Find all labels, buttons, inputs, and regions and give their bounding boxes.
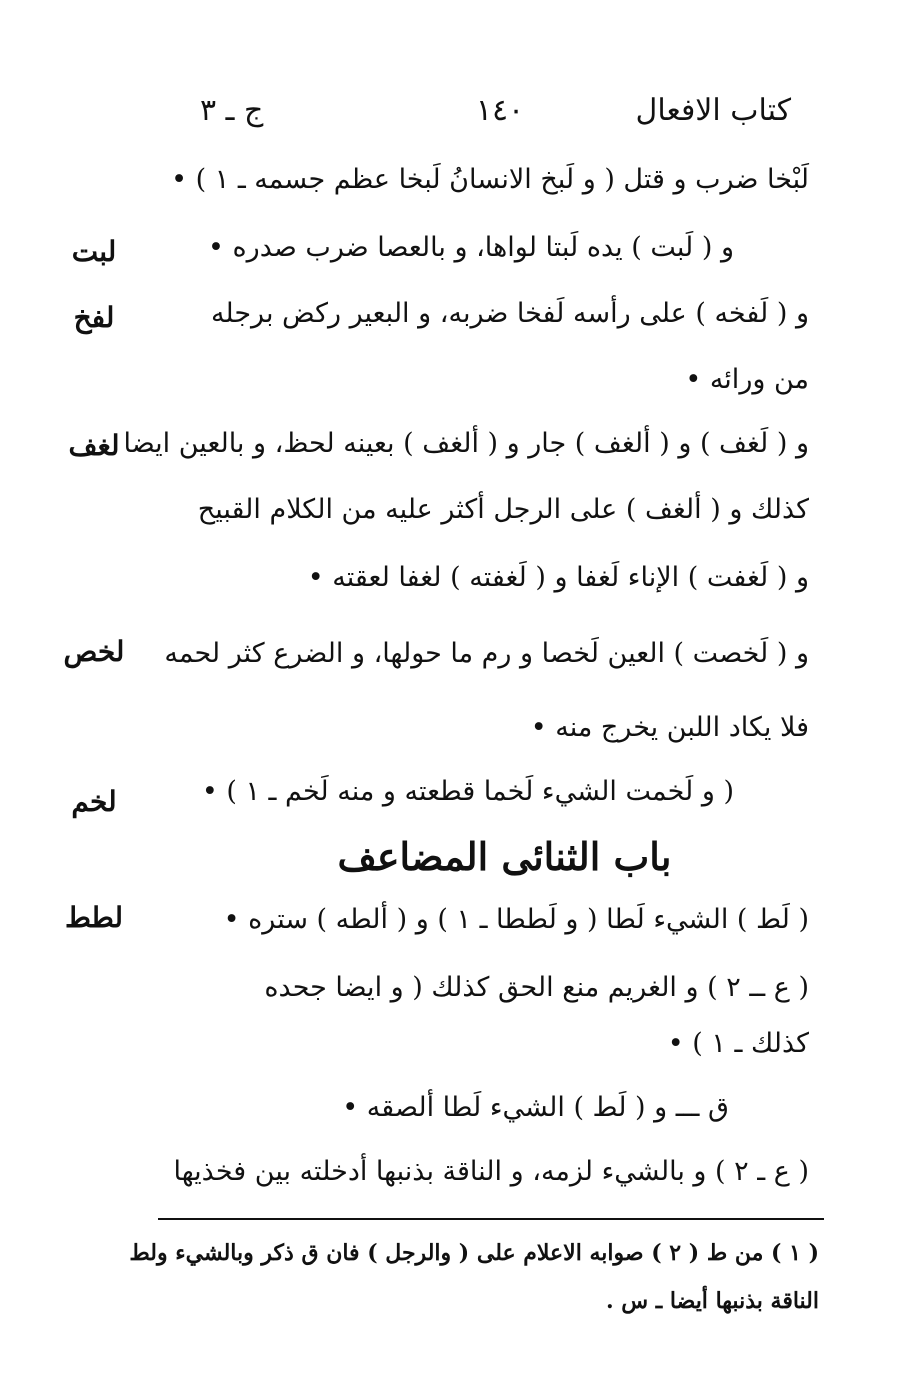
footnote-line: الناقة بذنبها أيضا ـ س . xyxy=(605,1288,819,1314)
text-line: و ( لَغف ) و ( ألغف ) جار و ( ألغف ) بعينه لحظ، و بالعين ايضا xyxy=(123,428,809,459)
margin-root-word: لبت xyxy=(71,235,117,268)
margin-root-word: لخم xyxy=(71,785,117,818)
book-title: كتاب الافعال xyxy=(635,93,791,128)
text-line: كذلك ـ ١ ) • xyxy=(667,1028,809,1059)
section-heading: باب الثنائى المضاعف xyxy=(337,834,672,879)
text-line: و ( لَفخه ) على رأسه لَفخا ضربه، و البعير ركض برجله xyxy=(210,298,809,329)
text-line: و ( لَغفت ) الإناء لَغفا و ( لَغفته ) لغفا لعقته • xyxy=(307,562,809,593)
text-line: و ( لَخصت ) العين لَخصا و رم ما حولها، و الضرع كثر لحمه xyxy=(164,638,809,669)
text-line: لَبْخا ضرب و قتل ( و لَبخ الانسانُ لَبخا عظم جسمه ـ ١ ) • xyxy=(171,164,809,195)
text-line: ( و لَخمت الشيء لَخما قطعته و منه لَخم ـ ١ ) • xyxy=(201,776,734,807)
text-line: من ورائه • xyxy=(685,364,809,395)
volume-label: ج ـ ٣ xyxy=(200,93,264,128)
footnote-line: ( ١ ) من ط ( ٢ ) صوابه الاعلام على ( والرجل ) فان ق ذكر وبالشيء ولط xyxy=(129,1240,819,1266)
text-line: و ( لَبت ) يده لَبتا لواها، و بالعصا ضرب صدره • xyxy=(208,232,734,263)
margin-root-word: لطط xyxy=(64,901,124,934)
margin-root-word: لخص xyxy=(63,635,125,668)
text-line: ق ـــ و ( لَط ) الشيء لَطا ألصقه • xyxy=(342,1092,729,1123)
text-line: ( ع ــ ٢ ) و الغريم منع الحق كذلك ( و ايضا جحده xyxy=(264,972,809,1003)
text-line: ( لَط ) الشيء لَطا ( و لَططا ـ ١ ) و ( ألطه ) ستره • xyxy=(223,904,809,935)
footnote-divider xyxy=(158,1218,824,1220)
text-line: كذلك و ( ألغف ) على الرجل أكثر عليه من الكلام القبيح xyxy=(197,494,809,525)
text-line: فلا يكاد اللبن يخرج منه • xyxy=(530,712,809,743)
page-number: ١٤٠ xyxy=(475,93,525,128)
margin-root-word: لغف xyxy=(68,429,120,462)
margin-root-word: لفخ xyxy=(73,301,115,334)
text-line: ( ع ـ ٢ ) و بالشيء لزمه، و الناقة بذنبها أدخلته بين فخذيها xyxy=(173,1156,809,1187)
